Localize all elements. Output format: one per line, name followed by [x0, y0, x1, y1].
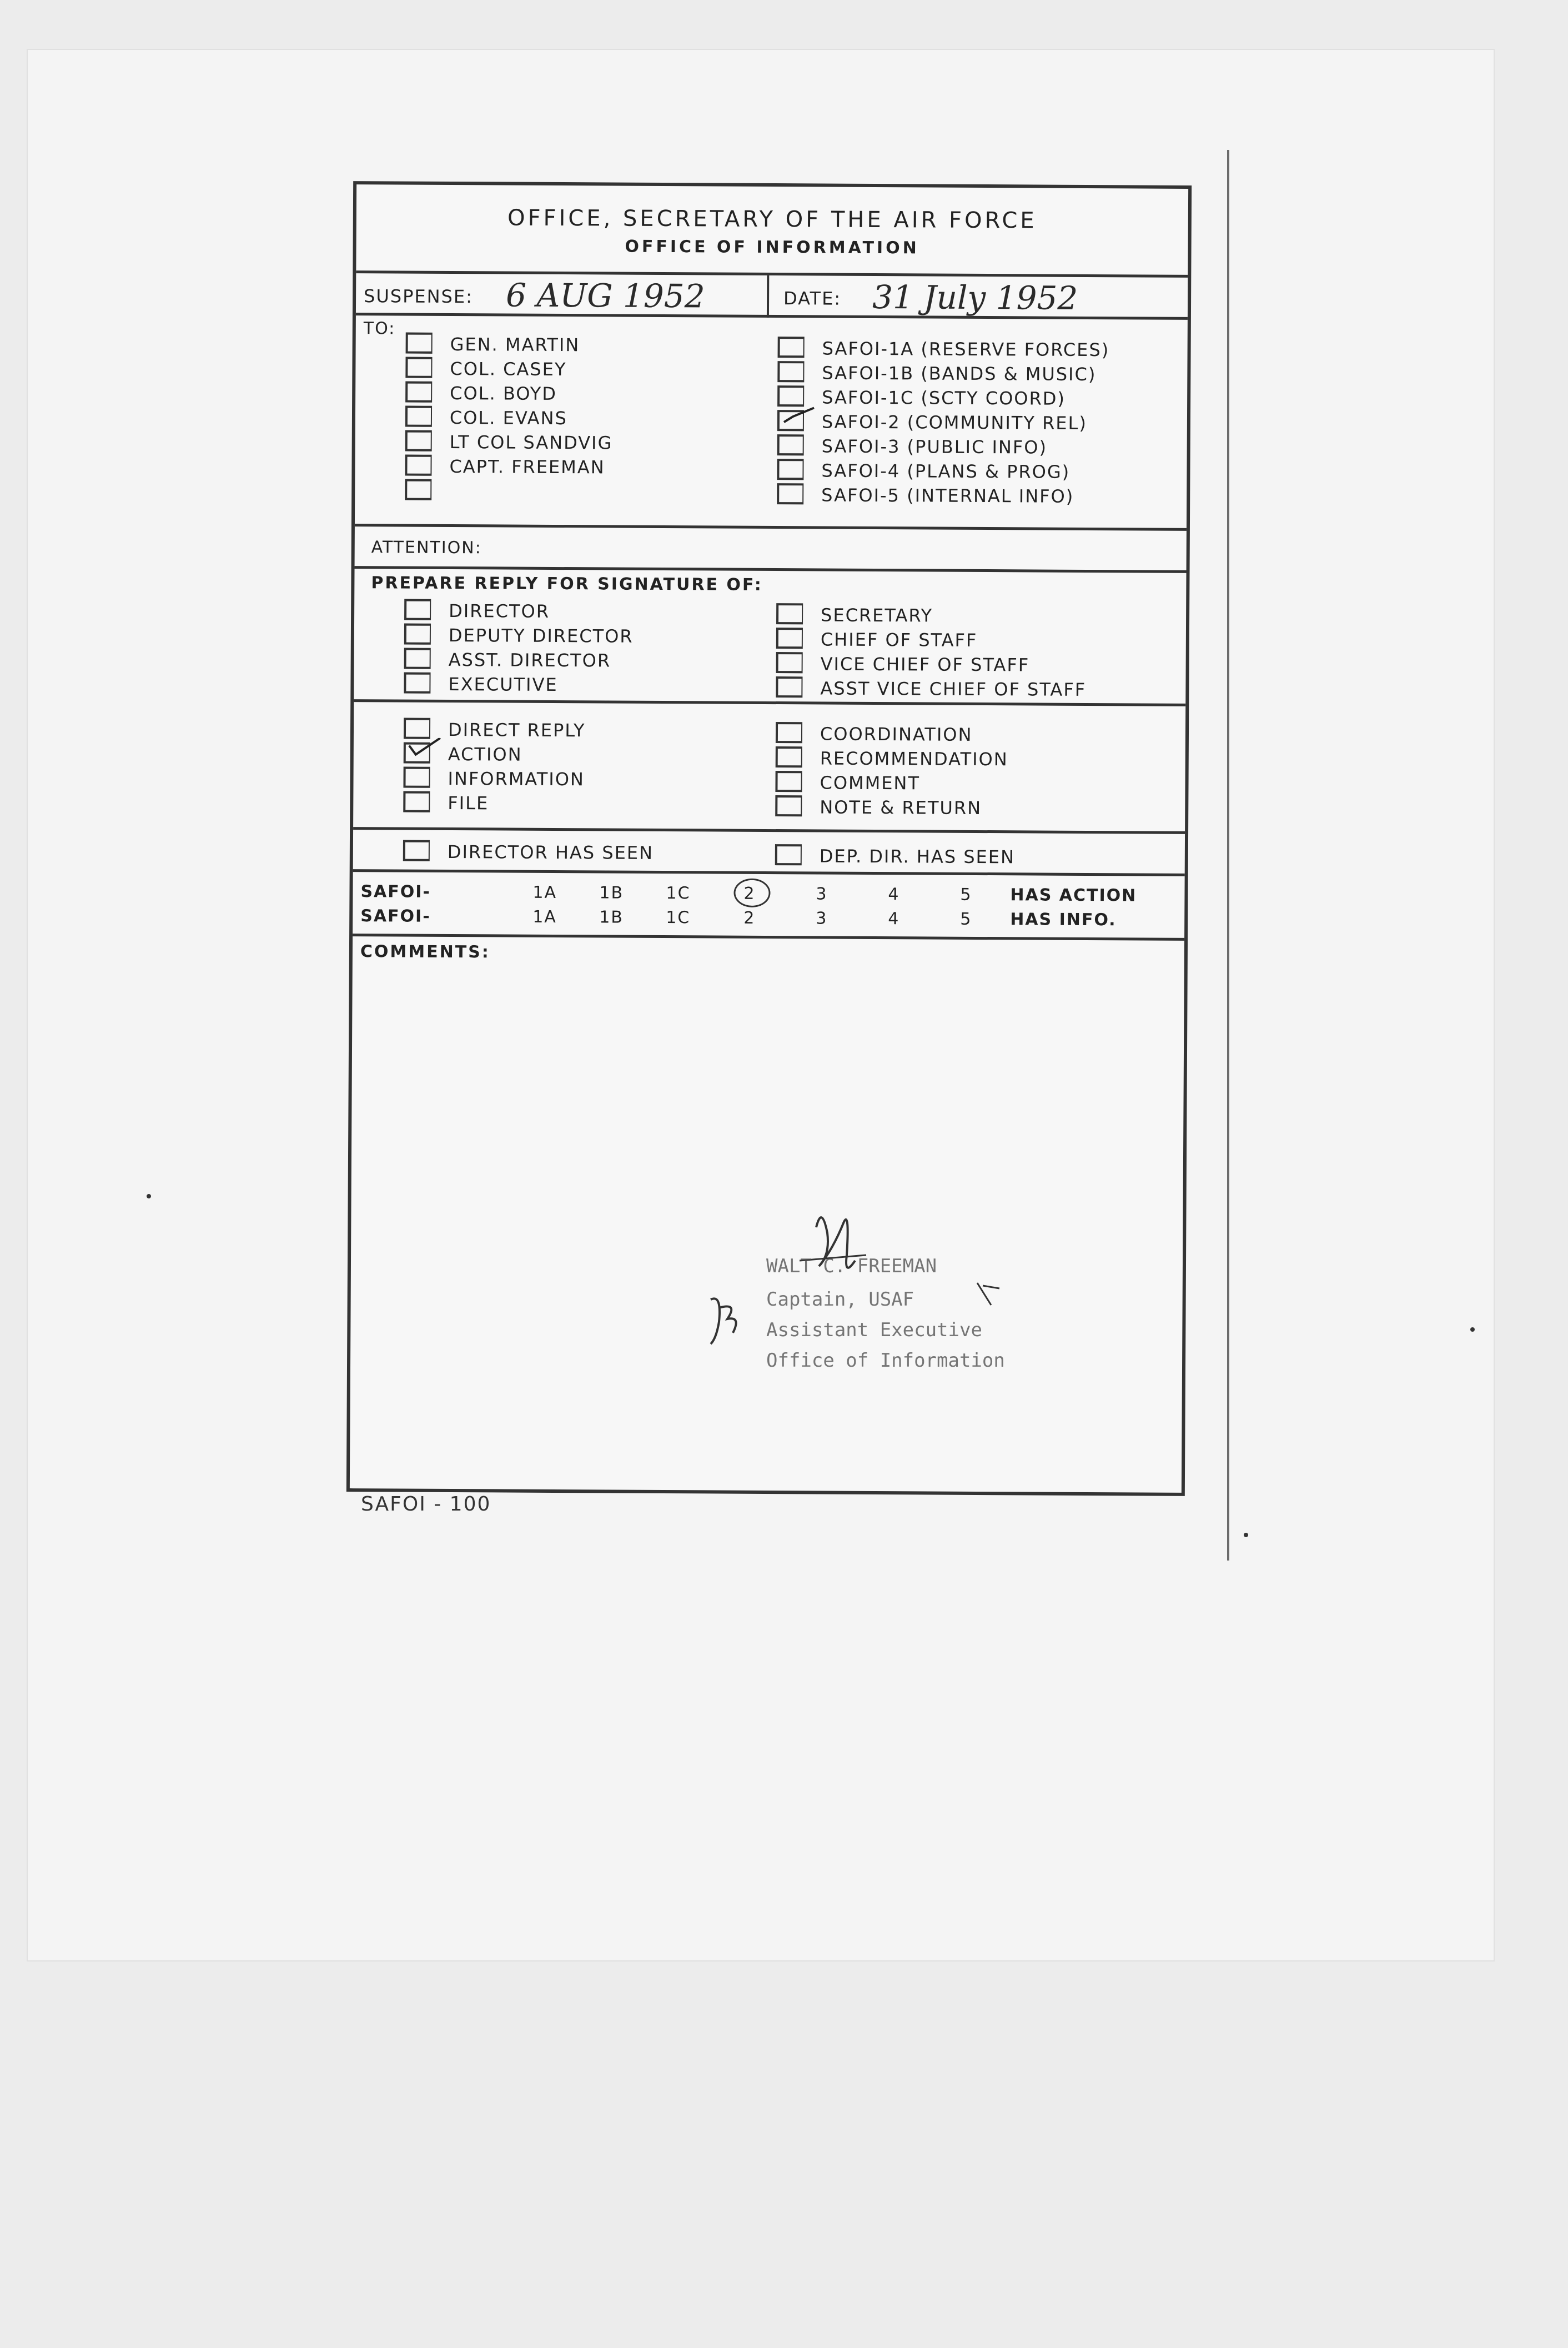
checkbox[interactable]: [404, 648, 431, 669]
actions-section: [353, 702, 1185, 834]
checkbox[interactable]: [775, 795, 802, 816]
checkbox[interactable]: [775, 771, 802, 792]
officer-stamp: [766, 1250, 1166, 1394]
checkbox[interactable]: [404, 624, 431, 645]
suspense-label: SUSPENSE:: [364, 285, 474, 308]
attention-label: ATTENTION:: [371, 538, 482, 558]
comments-label: COMMENTS:: [360, 942, 490, 962]
suspense-value: 6 AUG 1952: [505, 276, 705, 315]
checkbox[interactable]: [405, 357, 432, 378]
checkbox[interactable]: [403, 840, 430, 861]
actions-right-list: [775, 720, 1008, 819]
checkbox[interactable]: [777, 385, 804, 407]
routing-codes: [353, 872, 1185, 941]
date-label: DATE:: [783, 288, 842, 309]
checkbox[interactable]: [405, 406, 432, 427]
checkbox[interactable]: [776, 628, 803, 649]
checkbox[interactable]: [778, 337, 805, 358]
checkbox[interactable]: [776, 652, 803, 673]
has-info-row: SAFOI- 1A 1B 1C 2 3 4 5 HAS INFO.: [360, 906, 1117, 930]
checkbox[interactable]: [403, 767, 430, 788]
checkbox[interactable]: [775, 844, 802, 865]
checkbox[interactable]: [777, 459, 803, 480]
attention-row: [355, 526, 1187, 573]
checkbox[interactable]: [776, 676, 802, 698]
checkbox[interactable]: [404, 718, 430, 739]
actions-left-list: [403, 716, 586, 814]
checkbox[interactable]: [776, 746, 802, 767]
checkbox[interactable]: [405, 455, 431, 476]
suspense-date-row: [356, 273, 1188, 320]
seen-row: [353, 830, 1185, 876]
stamp-line-rank: Captain, USAF: [766, 1288, 914, 1311]
speck: [1244, 1533, 1248, 1537]
stamp-line-office: Office of Information: [766, 1349, 1005, 1372]
form-title: OFFICE, SECRETARY OF THE AIR FORCE: [507, 205, 1037, 234]
checkbox[interactable]: [776, 722, 802, 743]
form-header: [356, 184, 1188, 278]
speck: [1470, 1327, 1475, 1332]
to-right-list: [777, 334, 1110, 507]
checkbox[interactable]: [777, 483, 803, 504]
checkbox[interactable]: [405, 430, 432, 451]
checkbox[interactable]: [404, 673, 430, 694]
stamp-line-name: WALT C. FREEMAN: [766, 1255, 937, 1277]
to-section: [355, 315, 1188, 531]
has-action-row: SAFOI- 1A 1B 1C 2 3 4 5 HAS ACTION: [360, 882, 1177, 909]
checkbox[interactable]: [776, 603, 803, 624]
checkbox[interactable]: [404, 742, 430, 764]
checkbox[interactable]: [777, 410, 804, 431]
to-left-list: [405, 330, 613, 501]
suspense-divider: [767, 275, 769, 318]
form-number: SAFOI - 100: [361, 1493, 491, 1516]
checkbox[interactable]: [405, 382, 432, 403]
prepare-reply-section: [354, 569, 1186, 706]
form-subtitle: OFFICE OF INFORMATION: [625, 237, 919, 258]
date-value: 31 July 1952: [872, 278, 1078, 317]
speck: [147, 1194, 151, 1198]
checkbox[interactable]: [405, 479, 431, 500]
checkbox[interactable]: [403, 791, 430, 812]
checkbox[interactable]: [404, 599, 431, 620]
checkbox[interactable]: [406, 333, 433, 354]
stamp-line-title: Assistant Executive: [766, 1319, 982, 1341]
checkbox[interactable]: [777, 434, 804, 455]
to-label: TO:: [363, 319, 396, 339]
page-edge-line: [1227, 150, 1229, 1561]
checkbox[interactable]: [777, 361, 804, 382]
circled-code: 2: [743, 884, 756, 904]
prepare-reply-label: PREPARE REPLY FOR SIGNATURE OF:: [371, 573, 763, 595]
